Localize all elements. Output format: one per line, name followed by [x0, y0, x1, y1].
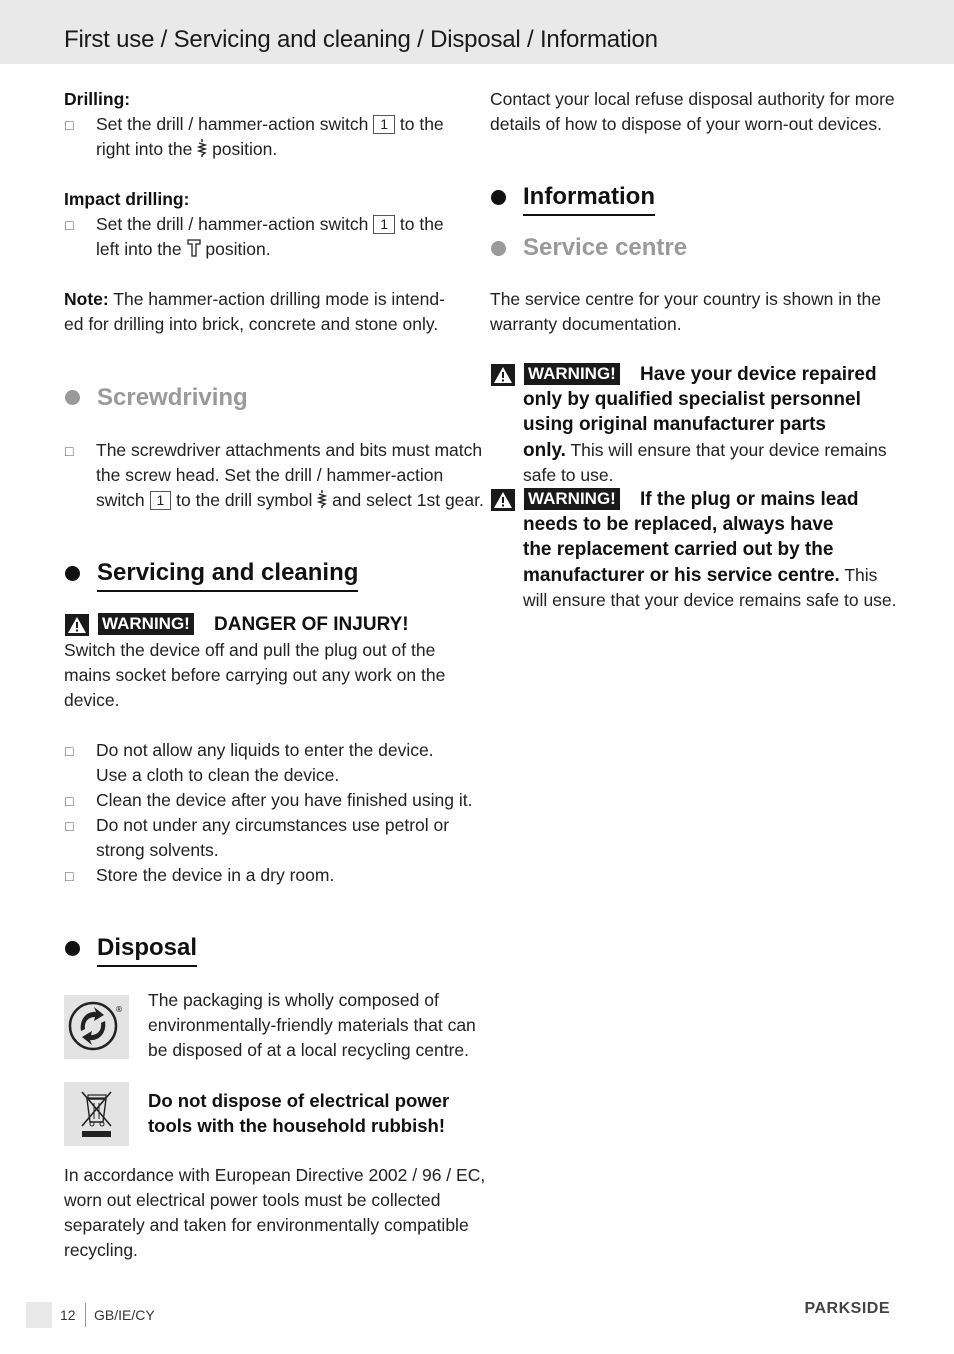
impact-line-2: left into the position.: [96, 239, 271, 259]
servicing-intro-3: device.: [64, 690, 120, 710]
recycling-green-dot-icon: [64, 995, 129, 1059]
screwdriving-line-3: switch 1 to the drill symbol and select 1st gear.: [96, 490, 484, 510]
servicing-intro-2: mains socket before carrying out any work on the: [64, 665, 446, 685]
warning-2-line-1: If the plug or mains lead: [640, 489, 859, 510]
section-bullet-icon: [65, 941, 80, 956]
switch-number-badge: 1: [373, 215, 395, 234]
drilling-heading: Drilling:: [64, 89, 131, 109]
servicing-item: Store the device in a dry room.: [96, 865, 335, 885]
weee-line-2: tools with the household rubbish!: [148, 1115, 446, 1136]
servicing-item: Do not allow any liquids to enter the device.: [96, 740, 434, 760]
warning-triangle-icon: [491, 489, 515, 511]
directive-line-2: worn out electrical power tools must be collected: [64, 1190, 441, 1210]
warning-1-line-1: Have your device repaired: [640, 364, 877, 385]
disposal-title: Disposal: [97, 933, 197, 967]
brand-logo: PARKSIDE: [804, 1300, 890, 1317]
warning-2-line-3: the replacement carried out by the: [523, 539, 834, 560]
screwdriving-line-1: The screwdriver attachments and bits must match: [96, 440, 483, 460]
svg-text:®: ®: [115, 1005, 123, 1014]
checkbox-bullet-icon: □: [65, 743, 74, 759]
information-title: Information: [523, 182, 655, 216]
servicing-intro-1: Switch the device off and pull the plug out of the: [64, 640, 436, 660]
warning-danger-text: DANGER OF INJURY!: [214, 614, 409, 635]
drilling-line-1: Set the drill / hammer-action switch 1 to the: [96, 114, 444, 134]
warning-badge: WARNING!: [98, 613, 194, 635]
checkbox-bullet-icon: □: [65, 443, 74, 459]
servicing-item: strong solvents.: [96, 840, 219, 860]
service-line-2: warranty documentation.: [490, 314, 682, 334]
warning-1-line-4: only. This will ensure that your device remains: [523, 440, 887, 461]
warning-triangle-icon: [65, 614, 89, 636]
footer-page-number: 12: [60, 1307, 76, 1323]
switch-number-badge: 1: [150, 491, 172, 510]
screwdriving-title: Screwdriving: [97, 384, 248, 411]
section-bullet-icon: [491, 241, 506, 256]
warning-badge: WARNING!: [524, 363, 620, 385]
directive-line-3: separately and taken for environmentally compatible: [64, 1215, 469, 1235]
packaging-line-3: be disposed of at a local recycling centre.: [148, 1040, 470, 1060]
checkbox-bullet-icon: □: [65, 793, 74, 809]
servicing-item: Do not under any circumstances use petrol or: [96, 815, 450, 835]
service-centre-title: Service centre: [523, 234, 688, 261]
page-header-title: First use / Servicing and cleaning / Disposal / Information: [64, 26, 658, 53]
warning-1-line-2: only by qualified specialist personnel: [523, 389, 861, 410]
warning-2-line-4: manufacturer or his service centre. This: [523, 565, 878, 586]
warning-1-line-5: safe to use.: [523, 465, 614, 485]
packaging-line-1: The packaging is wholly composed of: [148, 990, 439, 1010]
screwdriving-line-2: the screw head. Set the drill / hammer-action: [96, 465, 444, 485]
drill-symbol-icon: [317, 489, 327, 509]
checkbox-bullet-icon: □: [65, 217, 74, 233]
note-line-2: ed for drilling into brick, concrete and stone only.: [64, 314, 439, 334]
section-bullet-icon: [65, 566, 80, 581]
crossed-out-bin-icon: [64, 1082, 129, 1146]
contact-line-1: Contact your local refuse disposal authority for more: [490, 89, 895, 109]
drill-symbol-icon: [197, 138, 207, 158]
servicing-item: Use a cloth to clean the device.: [96, 765, 340, 785]
footer-divider: [85, 1303, 86, 1327]
section-bullet-icon: [65, 390, 80, 405]
directive-line-4: recycling.: [64, 1240, 138, 1260]
switch-number-badge: 1: [373, 115, 395, 134]
note-line-1: Note: The hammer-action drilling mode is intend-: [64, 289, 445, 309]
packaging-line-2: environmentally-friendly materials that can: [148, 1015, 476, 1035]
warning-triangle-icon: [491, 364, 515, 386]
impact-line-1: Set the drill / hammer-action switch 1 to the: [96, 214, 444, 234]
warning-badge: WARNING!: [524, 488, 620, 510]
contact-line-2: details of how to dispose of your worn-out devices.: [490, 114, 883, 134]
warning-2-line-5: will ensure that your device remains safe to use.: [523, 590, 897, 610]
servicing-title: Servicing and cleaning: [97, 558, 358, 592]
impact-drilling-heading: Impact drilling:: [64, 189, 190, 209]
checkbox-bullet-icon: □: [65, 868, 74, 884]
servicing-item: Clean the device after you have finished using it.: [96, 790, 473, 810]
footer-region: GB/IE/CY: [94, 1307, 155, 1323]
section-bullet-icon: [491, 190, 506, 205]
checkbox-bullet-icon: □: [65, 818, 74, 834]
directive-line-1: In accordance with European Directive 2002 / 96 / EC,: [64, 1165, 486, 1185]
hammer-symbol-icon: [187, 238, 201, 258]
service-line-1: The service centre for your country is shown in the: [490, 289, 882, 309]
warning-1-line-3: using original manufacturer parts: [523, 414, 826, 435]
checkbox-bullet-icon: □: [65, 117, 74, 133]
warning-2-line-2: needs to be replaced, always have: [523, 514, 834, 535]
weee-line-1: Do not dispose of electrical power: [148, 1090, 450, 1111]
drilling-line-2: right into the position.: [96, 139, 278, 159]
footer-page-marker: [26, 1302, 52, 1328]
